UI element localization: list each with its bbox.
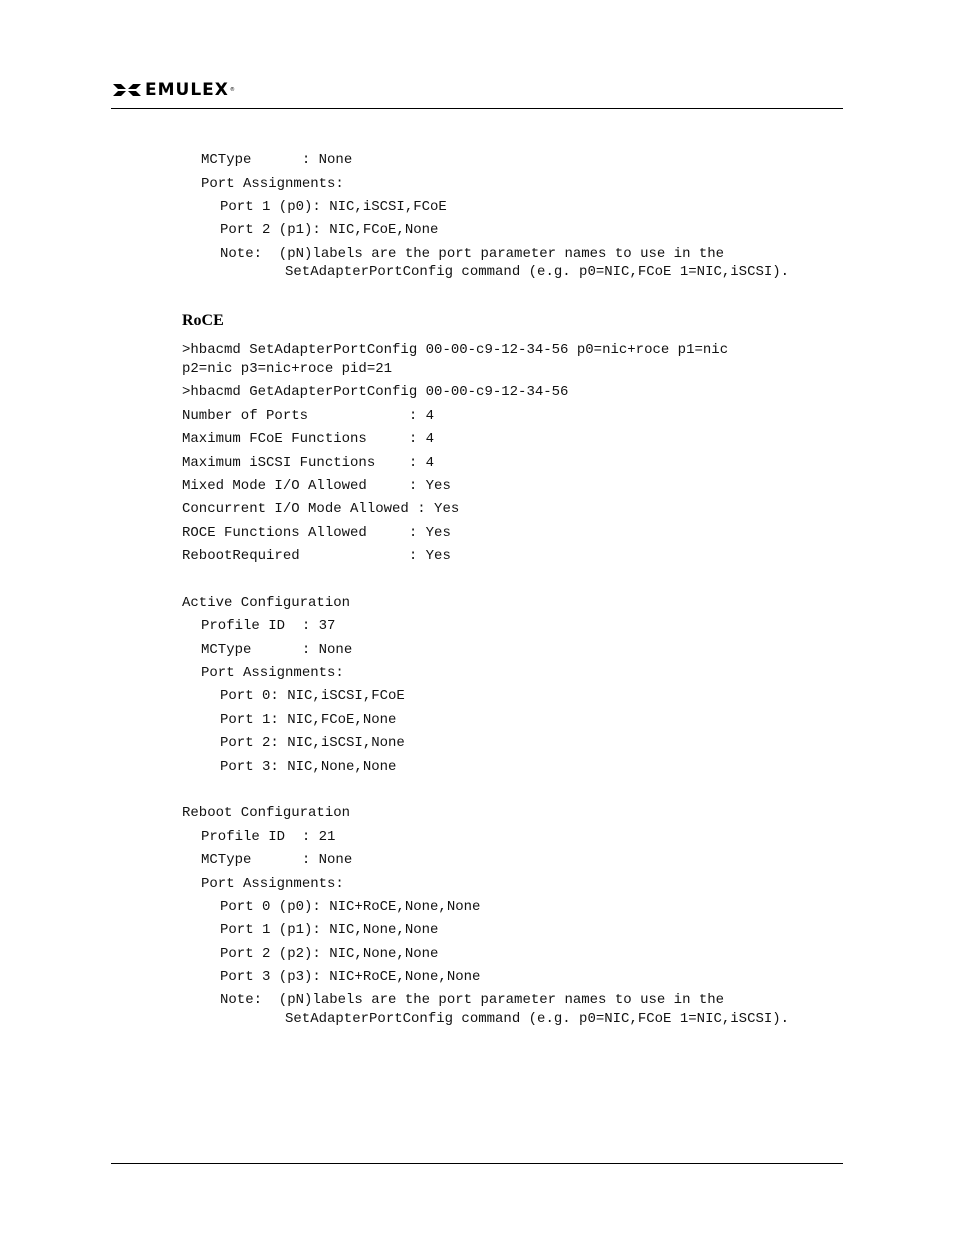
code-line: Port 1 (p0): NIC,iSCSI,FCoE (220, 199, 447, 215)
reboot-config-title: Reboot Configuration (182, 805, 351, 821)
section-heading-roce: RoCE (182, 312, 224, 329)
emulex-logo-icon (112, 82, 142, 98)
active-port-line: Port 2: NIC,iSCSI,None (220, 735, 405, 751)
summary-line: ROCE Functions Allowed : Yes (182, 525, 451, 541)
reboot-port-line: Port 1 (p1): NIC,None,None (220, 922, 439, 938)
reboot-port-line: Port 2 (p2): NIC,None,None (220, 946, 439, 962)
reboot-port-line: Port 0 (p0): NIC+RoCE,None,None (220, 899, 481, 915)
reboot-port-line: Port 3 (p3): NIC+RoCE,None,None (220, 969, 481, 985)
active-port-line: Port 0: NIC,iSCSI,FCoE (220, 688, 405, 704)
code-line: MCType : None (201, 152, 353, 168)
reboot-port-assignments: Port Assignments: (201, 876, 344, 892)
active-config-title: Active Configuration (182, 595, 351, 611)
logo-wordmark: EMULEX (145, 80, 229, 100)
code-line: SetAdapterPortConfig command (e.g. p0=NIC,FCoE 1=NIC,iSCSI). (285, 264, 790, 280)
summary-line: Number of Ports : 4 (182, 408, 435, 424)
summary-line: Mixed Mode I/O Allowed : Yes (182, 478, 451, 494)
reboot-note: Note: (pN)labels are the port parameter names to use in the (220, 992, 725, 1008)
footer-rule (111, 1163, 843, 1164)
active-port-line: Port 1: NIC,FCoE,None (220, 712, 397, 728)
emulex-logo (112, 81, 235, 99)
command-line: >hbacmd GetAdapterPortConfig 00-00-c9-12-34-56 (182, 384, 569, 400)
header-rule (111, 108, 843, 109)
summary-line: Concurrent I/O Mode Allowed : Yes (182, 501, 460, 517)
code-line: Port Assignments: (201, 176, 344, 192)
command-line: p2=nic p3=nic+roce pid=21 (182, 361, 393, 377)
summary-line: Maximum iSCSI Functions : 4 (182, 455, 435, 471)
reboot-profile-id: Profile ID : 21 (201, 829, 336, 845)
summary-line: Maximum FCoE Functions : 4 (182, 431, 435, 447)
reboot-mctype: MCType : None (201, 852, 353, 868)
code-line: Port 2 (p1): NIC,FCoE,None (220, 222, 439, 238)
active-port-assignments: Port Assignments: (201, 665, 344, 681)
active-mctype: MCType : None (201, 642, 353, 658)
code-line: Note: (pN)labels are the port parameter names to use in the (220, 246, 725, 262)
page-header (112, 78, 843, 110)
active-profile-id: Profile ID : 37 (201, 618, 336, 634)
reboot-note: SetAdapterPortConfig command (e.g. p0=NIC,FCoE 1=NIC,iSCSI). (285, 1011, 790, 1027)
command-line: >hbacmd SetAdapterPortConfig 00-00-c9-12-34-56 p0=nic+roce p1=nic (182, 342, 729, 358)
active-port-line: Port 3: NIC,None,None (220, 759, 397, 775)
summary-line: RebootRequired : Yes (182, 548, 451, 564)
logo-trademark: ® (229, 87, 235, 93)
